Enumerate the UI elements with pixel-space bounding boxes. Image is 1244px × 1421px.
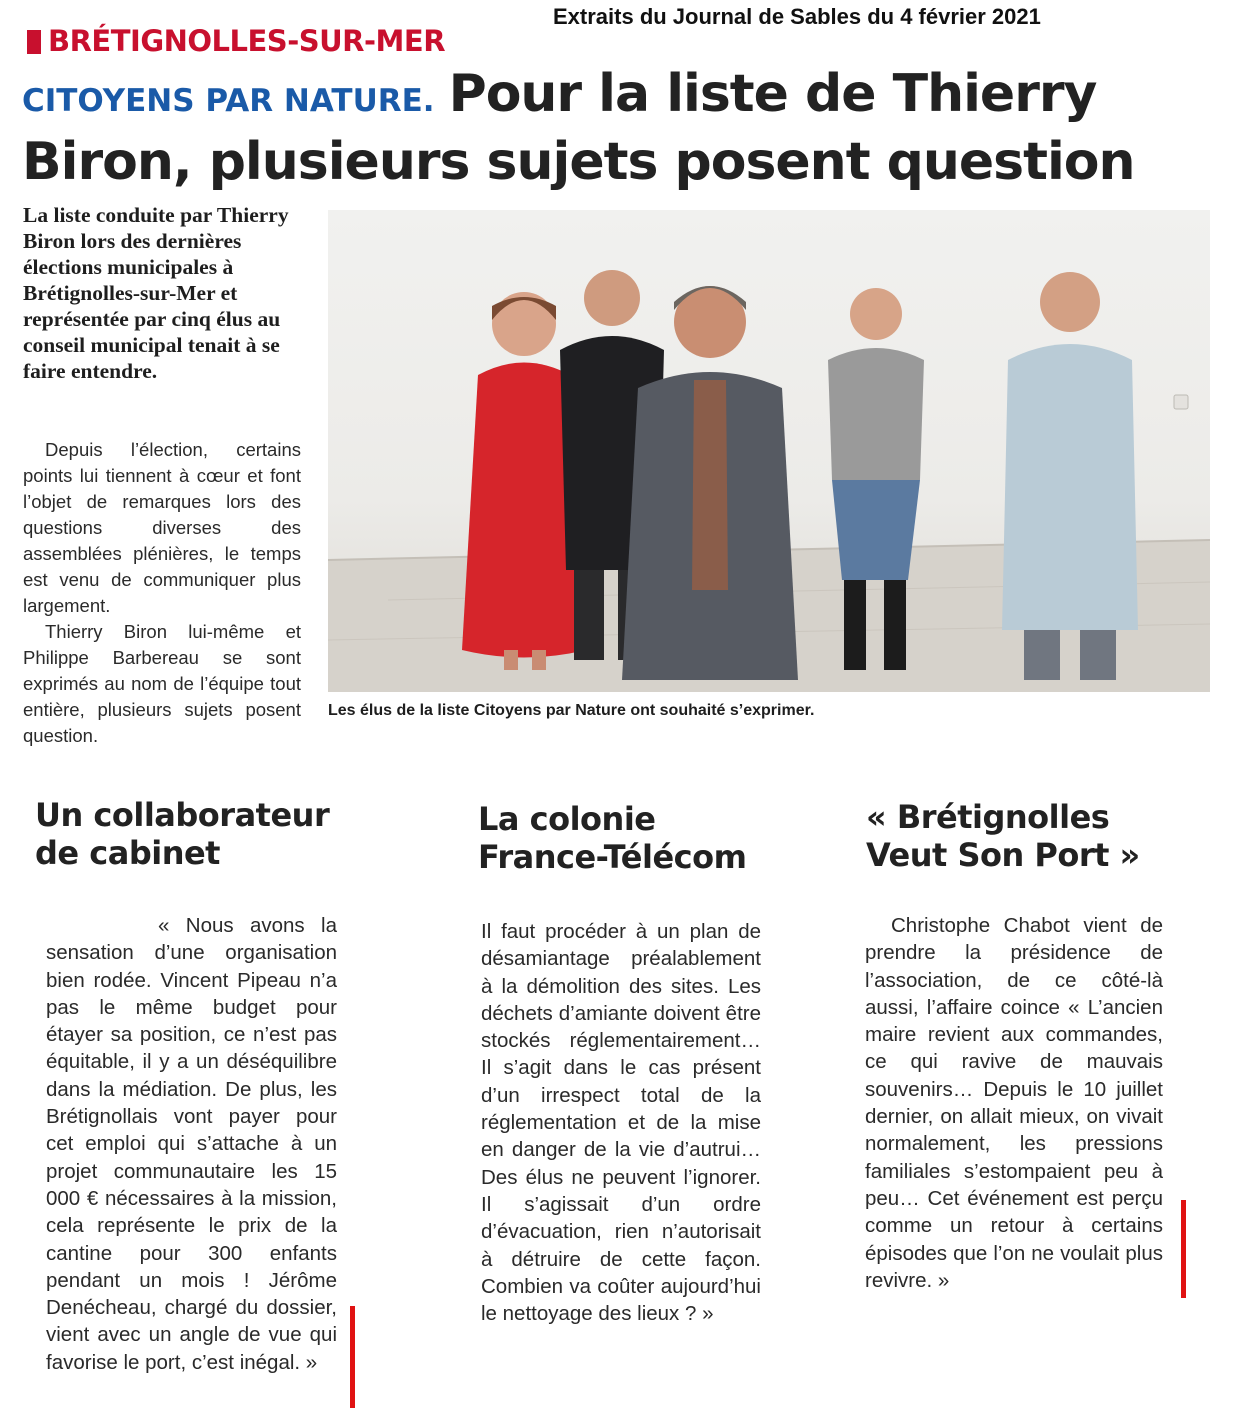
- rubric: BRÉTIGNOLLES-SUR-MER: [48, 24, 446, 58]
- column-title: « Brétignolles Veut Son Port »: [866, 798, 1140, 874]
- person-light-hoodie: [1002, 272, 1138, 680]
- annotation-red-mark: [1181, 1200, 1186, 1298]
- group-photo-illustration: [328, 210, 1210, 692]
- headline-title: Pour la liste de Thierry Biron, plusieurs sujets posent question: [22, 64, 1135, 192]
- intro-paragraph: Thierry Biron lui-même et Philippe Barbereau se sont exprimés au nom de l’équipe tout entière, plusieurs sujets posent question.: [23, 621, 301, 746]
- column-title: Un collaborateur de cabinet: [35, 796, 330, 872]
- annotation-red-mark: [350, 1306, 355, 1408]
- lead-paragraph: La liste conduite par Thierry Biron lors des dernières élections municipales à Brétignolles-sur-Mer et représentée par cinq élus au conseil municipal tenait à se faire entendre.: [23, 203, 289, 383]
- intro-paragraph: Depuis l’élection, certains points lui tiennent à cœur et font l’objet de remarques lors des questions diverses des assemblées plénières, le temps est venu de communiquer plus largement.: [23, 439, 301, 616]
- source-line: Extraits du Journal de Sables du 4 février 2021: [553, 4, 1041, 29]
- column-title: La colonie France-Télécom: [478, 800, 747, 876]
- headline: [22, 64, 1232, 193]
- column-text: Il faut procéder à un plan de désamiantage préalablement à la démolition des sites. Les déchets d’amiante doivent être stockés réglementairement… Il s’agit dans le cas présent d’un irrespect total de la réglementation et de la mise en danger de la vie d’autrui… Des élus ne peuvent l’ignorer. Il s’agissait d’un ordre d’évacuation, rien n’autorisait à détruire de cette façon. Combien va coûter aujourd’hui le nettoyage des lieux ? »: [481, 920, 761, 1326]
- group-photo: [328, 210, 1210, 692]
- intro-text: [23, 437, 301, 749]
- column-text: Christophe Chabot vient de prendre la présidence de l’association, de ce côté-là aussi, l’affaire coince « L’ancien maire revient aux commandes, ce qui ravive de mauvais souvenirs… Depuis le 10 juillet dernier, on allait mieux, on vivait normalement, les pressions familiales s’estompaient peu à peu… Cet événement est perçu comme un retour à certains épisodes que l’on ne voulait plus revivre. »: [865, 914, 1163, 1292]
- headline-kicker: CITOYENS PAR NATURE.: [22, 83, 435, 119]
- rubric-marker: [27, 30, 41, 54]
- column-text: « Nous avons la sensation d’une organisation bien rodée. Vincent Pipeau n’a pas le même budget pour étayer sa position, ce n’est pas équitable, il y a un déséquilibre dans la médiation. De plus, les Brétignollais vont payer pour cet emploi qui s’attache à un projet communautaire les 15 000 € nécessaires à la mission, cela représente le prix de la cantine pour 300 enfants pendant un mois ! Jérôme Denécheau, chargé du dossier, vient avec un angle de vue qui favorise le port, c’est inégal. »: [46, 914, 337, 1374]
- photo-caption: Les élus de la liste Citoyens par Nature ont souhaité s’exprimer.: [328, 702, 815, 719]
